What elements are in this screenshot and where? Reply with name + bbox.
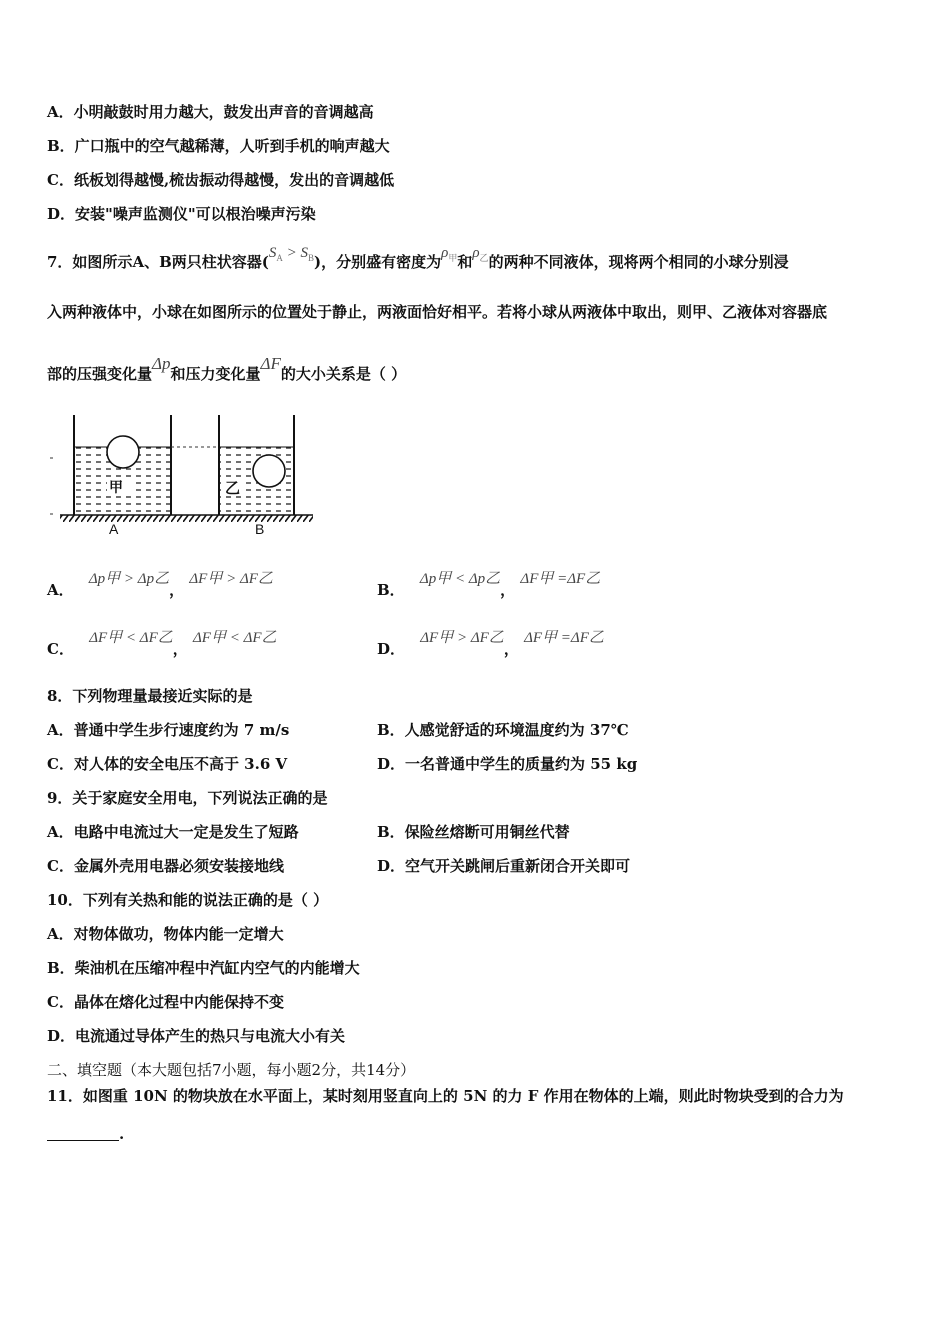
q7-stem-part2: )，分别盛有密度为: [314, 253, 442, 271]
q10-option-c: C．晶体在熔化过程中内能保持不变: [47, 993, 284, 1011]
q6-option-b: B．广口瓶中的空气越稀薄，人听到手机的响声越大: [47, 137, 390, 155]
ball-a: [107, 436, 139, 468]
q11-stem: 11．如图重 10N 的物块放在水平面上，某时刻用竖直向上的 5N 的力 F 作用在物体的上端，则此时物块受到的合力为: [47, 1087, 844, 1105]
q9-option-c: C．金属外壳用电器必须安装接地线: [47, 857, 284, 875]
label-yi: 乙: [225, 479, 241, 497]
q7-stem-part1: 7．如图所示A、B两只柱状容器(: [47, 253, 269, 271]
q7-rho-jia: $\rho_甲$: [441, 245, 458, 263]
q7-option-c: C． ΔF甲 < ΔF乙， ΔF甲 < ΔF乙: [47, 630, 277, 658]
label-a: A: [109, 521, 119, 537]
q7-option-b: B． Δp甲 < Δp乙， ΔF甲 =ΔF乙: [377, 571, 601, 599]
q6-option-c: C．纸板划得越慢,梳齿振动得越慢，发出的音调越低: [47, 171, 395, 189]
q8-option-c: C．对人体的安全电压不高于 3.6 V: [47, 755, 288, 773]
q7-stem-part4: 的两种不同液体，现将两个相同的小球分别浸: [488, 253, 789, 271]
q7-delta-F: ΔF: [260, 354, 281, 373]
q9-option-a: A．电路中电流过大一定是发生了短路: [47, 823, 299, 841]
q10-stem: 10．下列有关热和能的说法正确的是（ ）: [47, 891, 329, 909]
q10-option-a: A．对物体做功，物体内能一定增大: [47, 925, 284, 943]
q6-option-d: D．安装"噪声监测仪"可以根治噪声污染: [47, 205, 316, 223]
q7-container-figure: [45, 410, 320, 549]
q7-stem-line1: [47, 245, 789, 278]
q7-option-d: D． ΔF甲 > ΔF乙， ΔF甲 =ΔF乙: [377, 630, 604, 658]
q8-option-a: A．普通中学生步行速度约为 7 m/s: [47, 721, 290, 739]
q7-area-condition: $S_A > S_B$: [268, 245, 314, 263]
q8-option-b: B．人感觉舒适的环境温度约为 37℃: [377, 721, 629, 739]
q9-stem: 9．关于家庭安全用电，下列说法正确的是: [47, 789, 328, 807]
q10-option-b: B．柴油机在压缩冲程中汽缸内空气的内能增大: [47, 959, 360, 977]
q11-answer-line: .: [47, 1124, 124, 1144]
ball-b: [253, 455, 285, 487]
q7-delta-p: Δp: [152, 354, 171, 373]
label-jia: 甲: [109, 480, 123, 496]
q7-stem-line2: 入两种液体中，小球在如图所示的位置处于静止，两液面恰好相平。若将小球从两液体中取出，则甲、乙液体对容器底: [47, 303, 828, 321]
q8-option-d: D．一名普通中学生的质量约为 55 kg: [377, 755, 638, 773]
q7-rho-yi: $\rho_乙$: [472, 245, 489, 263]
q6-option-a: A．小明敲鼓时用力越大，鼓发出声音的音调越高: [47, 103, 374, 121]
q7-stem-line3: 部的压强变化量Δp和压力变化量ΔF的大小关系是（ ）: [47, 354, 407, 383]
section-2-heading: 二、填空题（本大题包括7小题，每小题2分，共14分）: [47, 1061, 416, 1079]
q7-option-a: A． Δp甲 > Δp乙， ΔF甲 > ΔF乙: [47, 571, 273, 599]
q10-option-d: D．电流通过导体产生的热只与电流大小有关: [47, 1027, 346, 1045]
ground-hatch: [60, 515, 313, 522]
q11-answer-blank[interactable]: [47, 1126, 119, 1141]
q7-stem-part3: 和: [457, 253, 473, 271]
q8-stem: 8．下列物理量最接近实际的是: [47, 687, 253, 705]
q9-option-b: B．保险丝熔断可用铜丝代替: [377, 823, 570, 841]
label-b: B: [255, 521, 265, 537]
q9-option-d: D．空气开关跳闸后重新闭合开关即可: [377, 857, 631, 875]
